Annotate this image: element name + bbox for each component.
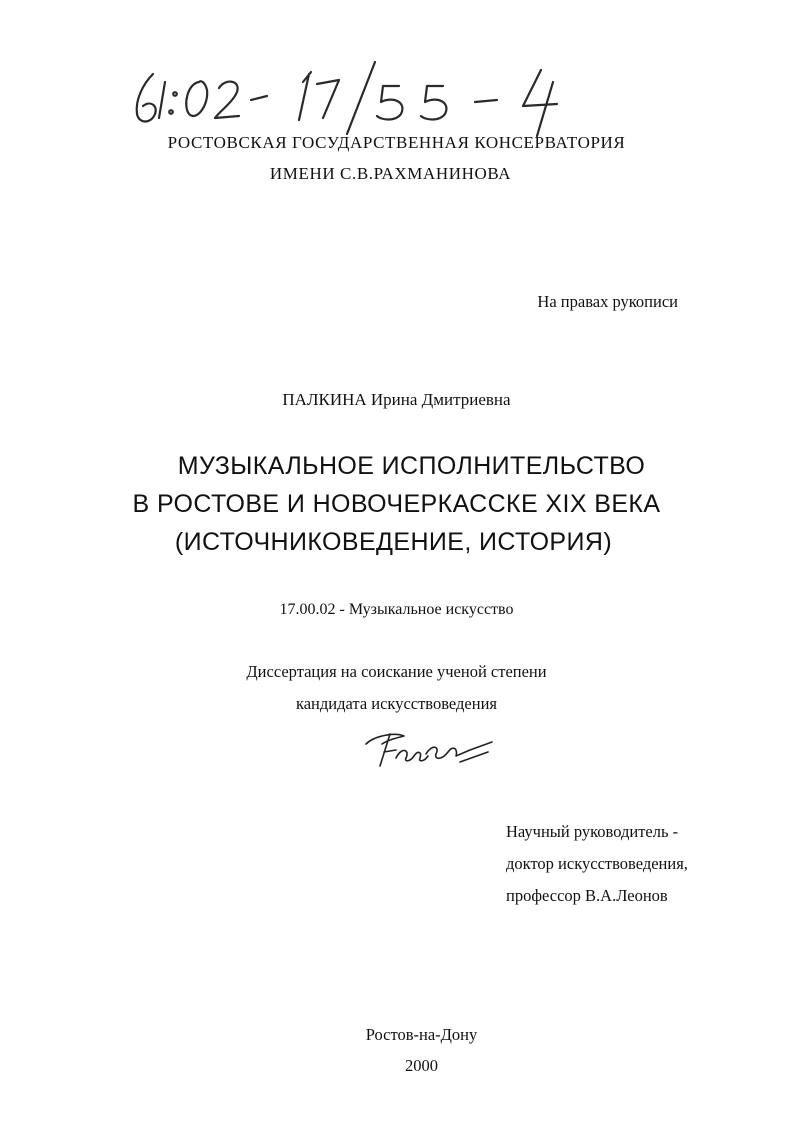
supervisor-line3: профессор В.А.Леонов [506, 886, 668, 905]
signature-stroke-1 [366, 734, 404, 744]
author-signature [360, 722, 500, 772]
year: 2000 [405, 1056, 438, 1075]
hw-digit-5b [421, 86, 446, 120]
signature-stroke-4 [426, 742, 492, 758]
hw-digit-1 [159, 82, 165, 118]
institution-name-line1: РОСТОВСКАЯ ГОСУДАРСТВЕННАЯ КОНСЕРВАТОРИЯ [167, 133, 626, 152]
signature-stroke-5 [460, 752, 488, 762]
degree-line2: кандидата искусствоведения [295, 694, 498, 713]
hw-digit-6 [137, 74, 156, 122]
hw-digit-4 [523, 70, 557, 136]
hw-digit-2 [215, 82, 239, 118]
dissertation-title-line2: В РОСТОВЕ И НОВОЧЕРКАССКЕ XIX ВЕКА [132, 490, 661, 518]
supervisor-line2: доктор искусствоведения, [506, 854, 688, 873]
hw-colon-bottom [169, 110, 173, 114]
handwritten-archive-code [125, 60, 595, 140]
hw-digit-7 [317, 80, 339, 118]
dissertation-title-line3: (ИСТОЧНИКОВЕДЕНИЕ, ИСТОРИЯ) [174, 528, 613, 556]
dissertation-title-line1: МУЗЫКАЛЬНОЕ ИСПОЛНИТЕЛЬСТВО [177, 452, 646, 480]
hw-dash-2 [475, 100, 497, 102]
supervisor-line1: Научный руководитель - [506, 822, 679, 841]
hw-slash [347, 62, 375, 134]
city: Ростов-на-Дону [365, 1025, 478, 1044]
signature-stroke-3 [396, 750, 428, 760]
institution-name-line2: ИМЕНИ С.В.РАХМАНИНОВА [269, 164, 512, 183]
rights-note: На правах рукописи [537, 292, 678, 311]
author-name: ПАЛКИНА Ирина Дмитриевна [282, 390, 511, 409]
hw-digit-1b [299, 72, 311, 120]
hw-colon-top [173, 92, 177, 96]
hw-dash-1 [251, 96, 267, 100]
hw-digit-5a [377, 86, 402, 120]
specialty-code: 17.00.02 - Музыкальное искусство [279, 601, 514, 618]
degree-line1: Диссертация на соискание ученой степени [246, 662, 547, 681]
hw-digit-0 [186, 81, 207, 116]
